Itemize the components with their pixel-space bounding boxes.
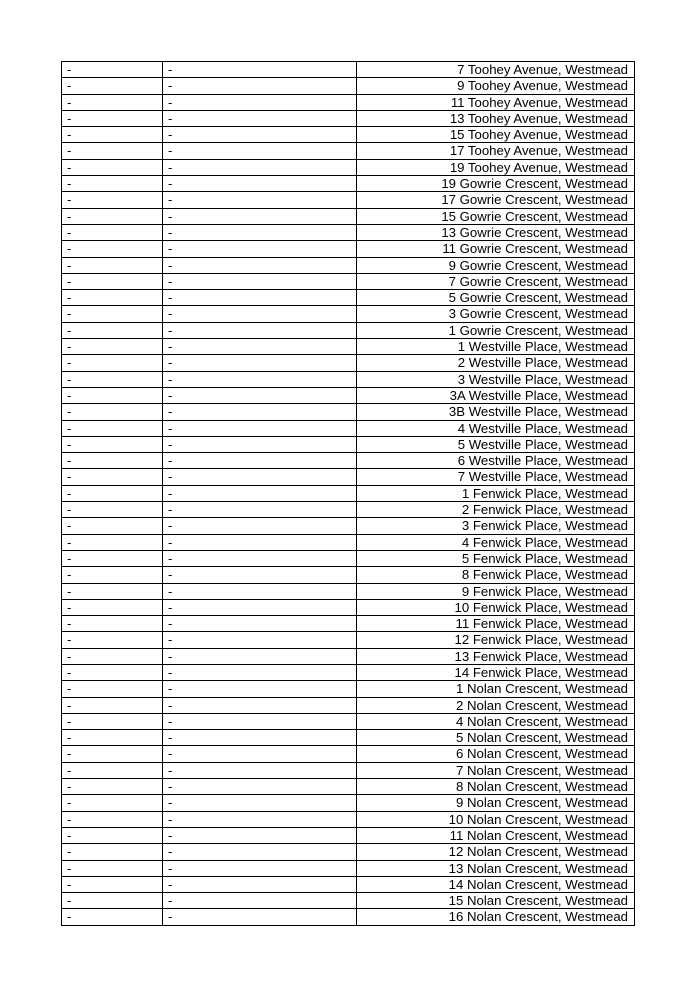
table-row: [62, 844, 635, 860]
first-column-cell: -: [62, 502, 163, 518]
table-row: [62, 273, 635, 289]
address-cell: 13 Fenwick Place, Westmead: [357, 648, 635, 664]
second-column-cell: -: [163, 387, 357, 403]
second-column-cell: -: [163, 909, 357, 925]
first-column-cell: -: [62, 616, 163, 632]
second-column-cell: -: [163, 127, 357, 143]
first-column-cell: -: [62, 860, 163, 876]
second-column-cell: -: [163, 713, 357, 729]
first-column-cell: -: [62, 453, 163, 469]
second-column-cell: -: [163, 224, 357, 240]
first-column-cell: -: [62, 241, 163, 257]
address-cell: 4 Fenwick Place, Westmead: [357, 534, 635, 550]
first-column-cell: -: [62, 730, 163, 746]
table-row: [62, 192, 635, 208]
table-row: [62, 795, 635, 811]
second-column-cell: -: [163, 583, 357, 599]
second-column-cell: -: [163, 876, 357, 892]
second-column-cell: -: [163, 567, 357, 583]
first-column-cell: -: [62, 550, 163, 566]
second-column-cell: -: [163, 534, 357, 550]
second-column-cell: -: [163, 779, 357, 795]
address-cell: 7 Nolan Crescent, Westmead: [357, 762, 635, 778]
address-cell: 12 Fenwick Place, Westmead: [357, 632, 635, 648]
address-cell: 13 Gowrie Crescent, Westmead: [357, 224, 635, 240]
second-column-cell: -: [163, 648, 357, 664]
address-cell: 7 Gowrie Crescent, Westmead: [357, 273, 635, 289]
second-column-cell: -: [163, 746, 357, 762]
address-cell: 10 Nolan Crescent, Westmead: [357, 811, 635, 827]
table-row: [62, 681, 635, 697]
first-column-cell: -: [62, 159, 163, 175]
address-cell: 7 Toohey Avenue, Westmead: [357, 62, 635, 78]
table-row: [62, 599, 635, 615]
second-column-cell: -: [163, 241, 357, 257]
second-column-cell: -: [163, 632, 357, 648]
second-column-cell: -: [163, 518, 357, 534]
address-cell: 6 Nolan Crescent, Westmead: [357, 746, 635, 762]
second-column-cell: -: [163, 322, 357, 338]
table-row: [62, 909, 635, 925]
first-column-cell: -: [62, 208, 163, 224]
address-cell: 3A Westville Place, Westmead: [357, 387, 635, 403]
second-column-cell: -: [163, 176, 357, 192]
second-column-cell: -: [163, 273, 357, 289]
first-column-cell: -: [62, 257, 163, 273]
table-row: [62, 779, 635, 795]
address-cell: 5 Westville Place, Westmead: [357, 436, 635, 452]
first-column-cell: -: [62, 811, 163, 827]
first-column-cell: -: [62, 827, 163, 843]
second-column-cell: -: [163, 730, 357, 746]
first-column-cell: -: [62, 681, 163, 697]
address-cell: 15 Toohey Avenue, Westmead: [357, 127, 635, 143]
second-column-cell: -: [163, 62, 357, 78]
second-column-cell: -: [163, 257, 357, 273]
table-row: [62, 62, 635, 78]
second-column-cell: -: [163, 502, 357, 518]
first-column-cell: -: [62, 648, 163, 664]
address-cell: 17 Toohey Avenue, Westmead: [357, 143, 635, 159]
address-cell: 2 Westville Place, Westmead: [357, 355, 635, 371]
first-column-cell: -: [62, 127, 163, 143]
table-row: [62, 550, 635, 566]
table-row: [62, 762, 635, 778]
first-column-cell: -: [62, 583, 163, 599]
address-cell: 1 Nolan Crescent, Westmead: [357, 681, 635, 697]
address-cell: 9 Nolan Crescent, Westmead: [357, 795, 635, 811]
second-column-cell: -: [163, 762, 357, 778]
address-cell: 5 Gowrie Crescent, Westmead: [357, 290, 635, 306]
table-row: [62, 827, 635, 843]
table-row: [62, 746, 635, 762]
address-cell: 13 Nolan Crescent, Westmead: [357, 860, 635, 876]
first-column-cell: -: [62, 567, 163, 583]
table-row: [62, 713, 635, 729]
table-row: [62, 322, 635, 338]
second-column-cell: -: [163, 192, 357, 208]
address-cell: 14 Nolan Crescent, Westmead: [357, 876, 635, 892]
first-column-cell: -: [62, 110, 163, 126]
first-column-cell: -: [62, 387, 163, 403]
second-column-cell: -: [163, 436, 357, 452]
table-row: [62, 616, 635, 632]
address-cell: 4 Westville Place, Westmead: [357, 420, 635, 436]
address-cell: 1 Fenwick Place, Westmead: [357, 485, 635, 501]
first-column-cell: -: [62, 78, 163, 94]
first-column-cell: -: [62, 746, 163, 762]
table-row: [62, 469, 635, 485]
table-row: [62, 730, 635, 746]
second-column-cell: -: [163, 78, 357, 94]
first-column-cell: -: [62, 876, 163, 892]
address-cell: 16 Nolan Crescent, Westmead: [357, 909, 635, 925]
second-column-cell: -: [163, 306, 357, 322]
first-column-cell: -: [62, 224, 163, 240]
first-column-cell: -: [62, 420, 163, 436]
table-row: [62, 339, 635, 355]
table-row: [62, 110, 635, 126]
first-column-cell: -: [62, 485, 163, 501]
first-column-cell: -: [62, 664, 163, 680]
address-cell: 8 Fenwick Place, Westmead: [357, 567, 635, 583]
second-column-cell: -: [163, 453, 357, 469]
second-column-cell: -: [163, 599, 357, 615]
first-column-cell: -: [62, 893, 163, 909]
table-row: [62, 176, 635, 192]
table-row: [62, 306, 635, 322]
table-row: [62, 404, 635, 420]
address-cell: 8 Nolan Crescent, Westmead: [357, 779, 635, 795]
address-cell: 1 Gowrie Crescent, Westmead: [357, 322, 635, 338]
table-row: [62, 257, 635, 273]
address-cell: 9 Fenwick Place, Westmead: [357, 583, 635, 599]
first-column-cell: -: [62, 469, 163, 485]
table-row: [62, 534, 635, 550]
address-cell: 7 Westville Place, Westmead: [357, 469, 635, 485]
table-row: [62, 648, 635, 664]
table-row: [62, 876, 635, 892]
first-column-cell: -: [62, 404, 163, 420]
table-row: [62, 436, 635, 452]
second-column-cell: -: [163, 94, 357, 110]
second-column-cell: -: [163, 550, 357, 566]
address-cell: 19 Toohey Avenue, Westmead: [357, 159, 635, 175]
first-column-cell: -: [62, 844, 163, 860]
address-cell: 11 Fenwick Place, Westmead: [357, 616, 635, 632]
table-row: [62, 811, 635, 827]
address-cell: 4 Nolan Crescent, Westmead: [357, 713, 635, 729]
second-column-cell: -: [163, 827, 357, 843]
table-row: [62, 502, 635, 518]
address-cell: 15 Nolan Crescent, Westmead: [357, 893, 635, 909]
second-column-cell: -: [163, 143, 357, 159]
first-column-cell: -: [62, 632, 163, 648]
first-column-cell: -: [62, 355, 163, 371]
first-column-cell: -: [62, 94, 163, 110]
address-table: [61, 61, 635, 926]
address-cell: 3 Gowrie Crescent, Westmead: [357, 306, 635, 322]
first-column-cell: -: [62, 534, 163, 550]
second-column-cell: -: [163, 371, 357, 387]
first-column-cell: -: [62, 779, 163, 795]
address-cell: 11 Toohey Avenue, Westmead: [357, 94, 635, 110]
table-row: [62, 208, 635, 224]
first-column-cell: -: [62, 697, 163, 713]
first-column-cell: -: [62, 713, 163, 729]
first-column-cell: -: [62, 273, 163, 289]
address-table-body: [62, 62, 635, 926]
second-column-cell: -: [163, 811, 357, 827]
first-column-cell: -: [62, 322, 163, 338]
address-cell: 6 Westville Place, Westmead: [357, 453, 635, 469]
table-row: [62, 241, 635, 257]
table-row: [62, 224, 635, 240]
address-cell: 3B Westville Place, Westmead: [357, 404, 635, 420]
address-cell: 3 Westville Place, Westmead: [357, 371, 635, 387]
second-column-cell: -: [163, 844, 357, 860]
table-row: [62, 94, 635, 110]
table-row: [62, 567, 635, 583]
first-column-cell: -: [62, 795, 163, 811]
second-column-cell: -: [163, 681, 357, 697]
address-cell: 11 Gowrie Crescent, Westmead: [357, 241, 635, 257]
second-column-cell: -: [163, 159, 357, 175]
address-cell: 9 Toohey Avenue, Westmead: [357, 78, 635, 94]
table-row: [62, 632, 635, 648]
first-column-cell: -: [62, 306, 163, 322]
address-cell: 19 Gowrie Crescent, Westmead: [357, 176, 635, 192]
first-column-cell: -: [62, 339, 163, 355]
second-column-cell: -: [163, 795, 357, 811]
second-column-cell: -: [163, 339, 357, 355]
second-column-cell: -: [163, 404, 357, 420]
table-row: [62, 143, 635, 159]
address-cell: 2 Fenwick Place, Westmead: [357, 502, 635, 518]
second-column-cell: -: [163, 290, 357, 306]
table-row: [62, 453, 635, 469]
address-cell: 5 Fenwick Place, Westmead: [357, 550, 635, 566]
first-column-cell: -: [62, 436, 163, 452]
table-row: [62, 893, 635, 909]
second-column-cell: -: [163, 616, 357, 632]
second-column-cell: -: [163, 664, 357, 680]
table-row: [62, 127, 635, 143]
first-column-cell: -: [62, 518, 163, 534]
second-column-cell: -: [163, 420, 357, 436]
second-column-cell: -: [163, 697, 357, 713]
first-column-cell: -: [62, 143, 163, 159]
second-column-cell: -: [163, 469, 357, 485]
first-column-cell: -: [62, 176, 163, 192]
table-row: [62, 664, 635, 680]
table-row: [62, 518, 635, 534]
address-cell: 3 Fenwick Place, Westmead: [357, 518, 635, 534]
table-row: [62, 78, 635, 94]
first-column-cell: -: [62, 909, 163, 925]
second-column-cell: -: [163, 485, 357, 501]
first-column-cell: -: [62, 290, 163, 306]
second-column-cell: -: [163, 110, 357, 126]
address-cell: 10 Fenwick Place, Westmead: [357, 599, 635, 615]
first-column-cell: -: [62, 371, 163, 387]
table-row: [62, 290, 635, 306]
table-row: [62, 387, 635, 403]
first-column-cell: -: [62, 62, 163, 78]
address-cell: 5 Nolan Crescent, Westmead: [357, 730, 635, 746]
table-row: [62, 583, 635, 599]
address-cell: 1 Westville Place, Westmead: [357, 339, 635, 355]
second-column-cell: -: [163, 860, 357, 876]
second-column-cell: -: [163, 355, 357, 371]
address-cell: 17 Gowrie Crescent, Westmead: [357, 192, 635, 208]
address-cell: 13 Toohey Avenue, Westmead: [357, 110, 635, 126]
table-row: [62, 159, 635, 175]
first-column-cell: -: [62, 192, 163, 208]
address-cell: 14 Fenwick Place, Westmead: [357, 664, 635, 680]
address-cell: 9 Gowrie Crescent, Westmead: [357, 257, 635, 273]
table-row: [62, 860, 635, 876]
second-column-cell: -: [163, 893, 357, 909]
address-cell: 2 Nolan Crescent, Westmead: [357, 697, 635, 713]
second-column-cell: -: [163, 208, 357, 224]
address-cell: 12 Nolan Crescent, Westmead: [357, 844, 635, 860]
table-row: [62, 355, 635, 371]
table-row: [62, 371, 635, 387]
table-row: [62, 697, 635, 713]
table-row: [62, 485, 635, 501]
table-row: [62, 420, 635, 436]
address-cell: 11 Nolan Crescent, Westmead: [357, 827, 635, 843]
address-cell: 15 Gowrie Crescent, Westmead: [357, 208, 635, 224]
first-column-cell: -: [62, 599, 163, 615]
first-column-cell: -: [62, 762, 163, 778]
